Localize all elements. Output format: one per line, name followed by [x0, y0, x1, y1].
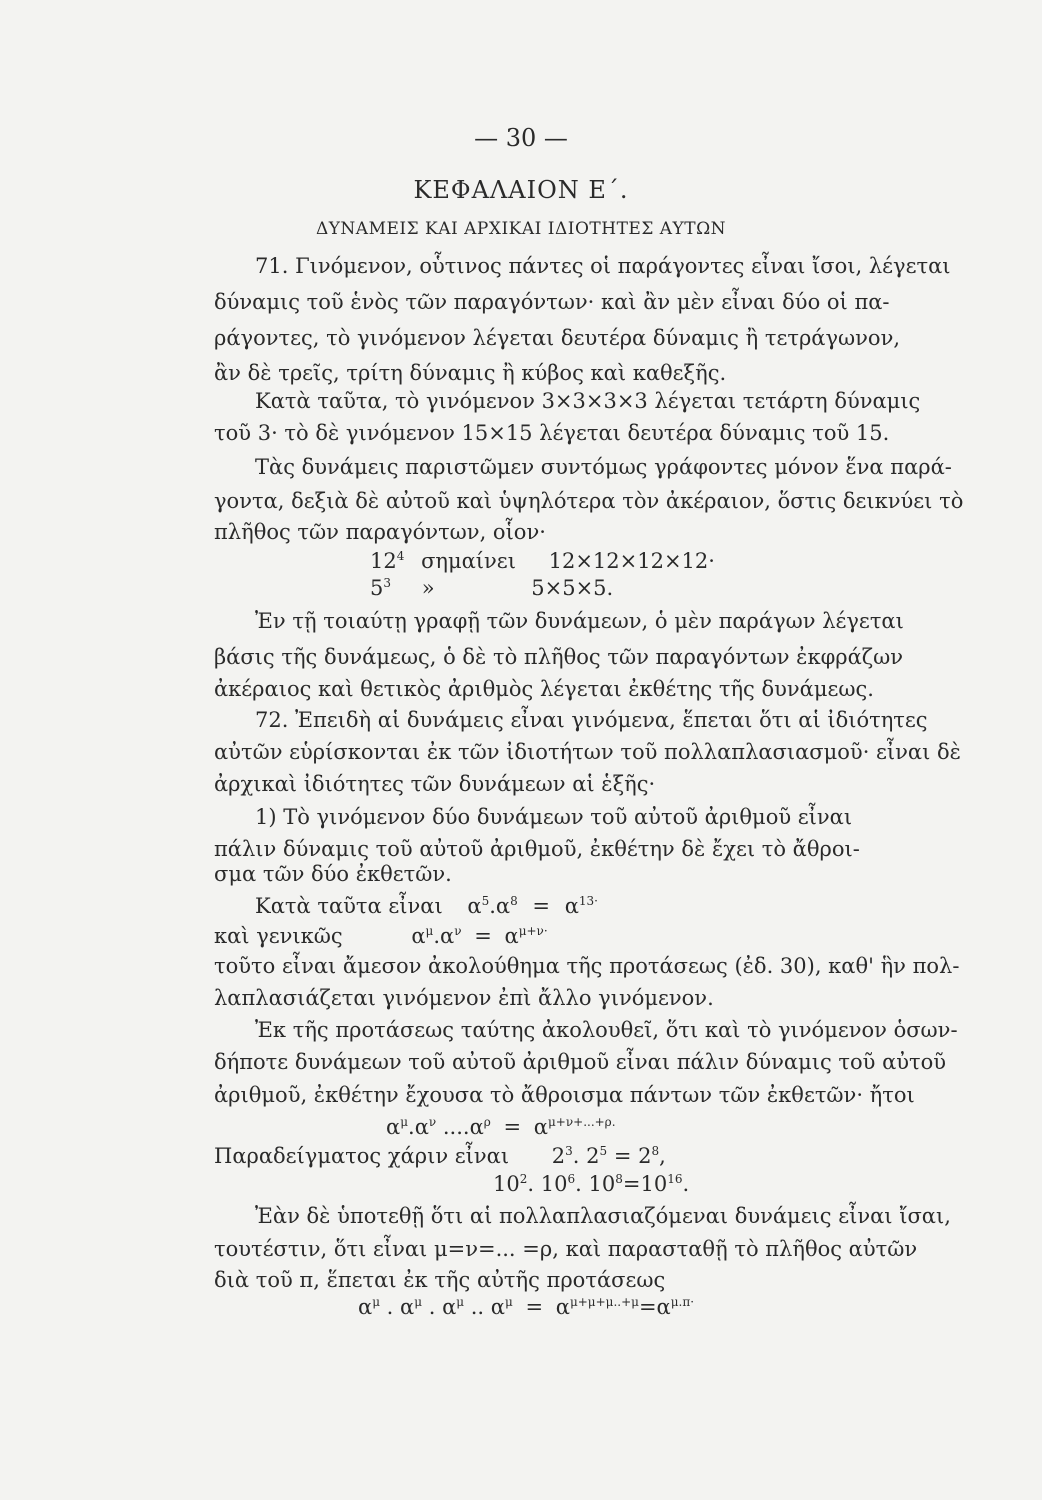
- text-line: ἂν δὲ τρεῖς, τρίτη δύναμις ἢ κύβος καὶ καθεξῆς.: [214, 361, 727, 385]
- text-line: λαπλασιάζεται γινόμενον ἐπὶ ἄλλο γινόμενον.: [214, 986, 714, 1010]
- text-line: τουτέστιν, ὅτι εἶναι μ=ν=... =ρ, καὶ παρασταθῇ τὸ πλῆθος αὐτῶν: [214, 1237, 918, 1261]
- text-line: σμα τῶν δύο ἐκθετῶν.: [214, 862, 452, 886]
- text-line: δύναμις τοῦ ἑνὸς τῶν παραγόντων· καὶ ἂν μὲν εἶναι δύο οἱ πα-: [214, 290, 890, 314]
- text-line: διὰ τοῦ π, ἕπεται ἐκ τῆς αὐτῆς προτάσεως: [214, 1268, 666, 1292]
- text-line: βάσις τῆς δυνάμεως, ὁ δὲ τὸ πλῆθος τῶν παραγόντων ἐκφράζων: [214, 645, 904, 669]
- text-line: 71. Γινόμενον, οὗτινος πάντες οἱ παράγοντες εἶναι ἴσοι, λέγεται: [255, 254, 951, 278]
- text-line: πάλιν δύναμις τοῦ αὐτοῦ ἀριθμοῦ, ἐκθέτην δὲ ἔχει τὸ ἄθροι-: [214, 837, 860, 861]
- formula-line-3: $\alpha^\mu.\alpha^\nu$ $....\alpha^\rho = \alpha^{\mu+\nu+...+\rho.}$: [386, 1115, 616, 1139]
- formula-line-4: Παραδείγματος χάριν εἶναι $2^3$. $2^5 = 2^8$,: [214, 1144, 666, 1168]
- text-line: Ἐκ τῆς προτάσεως ταύτης ἀκολουθεῖ, ὅτι καὶ τὸ γινόμενον ὁσων-: [255, 1018, 958, 1042]
- text-line: Κατὰ ταῦτα, τὸ γινόμενον 3×3×3×3 λέγεται τετάρτη δύναμις: [255, 389, 921, 413]
- text-line: ἀκέραιος καὶ θετικὸς ἀριθμὸς λέγεται ἐκθέτης τῆς δυνάμεως.: [214, 677, 874, 701]
- text-line: ράγοντες, τὸ γινόμενον λέγεται δευτέρα δύναμις ἢ τετράγωνον,: [214, 326, 901, 350]
- text-line: 72. Ἐπειδὴ αἱ δυνάμεις εἶναι γινόμενα, ἕπεται ὅτι αἱ ἰδιότητες: [255, 708, 928, 732]
- chapter-title: ΚΕΦΑΛΑΙΟΝ Ε΄.: [413, 176, 629, 204]
- formula-line-1: Κατὰ ταῦτα εἶναι $\alpha^5.\alpha^8 = \alpha^{13\cdot}$: [255, 894, 598, 918]
- text-line: ἀρχικαὶ ἰδιότητες τῶν δυνάμεων αἱ ἑξῆς·: [214, 772, 656, 796]
- formula-line-6: $\alpha^\mu$ . $\alpha^\mu$ . $\alpha^\mu$ .. $\alpha^\mu = \alpha^{\mu+\mu+\mu..+\mu}=\alpha^{\mu.\pi\cdot}$: [358, 1295, 695, 1319]
- chapter-subtitle: ΔΥΝΑΜΕΙΣ ΚΑΙ ΑΡΧΙΚΑΙ ΙΔΙΟΤΗΤΕΣ ΑΥΤΩΝ: [315, 219, 727, 239]
- text-line: ἀριθμοῦ, ἐκθέτην ἔχουσα τὸ ἄθροισμα πάντων τῶν ἐκθετῶν· ἤτοι: [214, 1083, 915, 1107]
- text-line: δήποτε δυνάμεων τοῦ αὐτοῦ ἀριθμοῦ εἶναι πάλιν δύναμις τοῦ αὐτοῦ: [214, 1050, 947, 1074]
- example-power-1: $12^4$ σημαίνει 12×12×12×12·: [370, 549, 715, 573]
- text-line: Ἐν τῇ τοιαύτῃ γραφῇ τῶν δυνάμεων, ὁ μὲν παράγων λέγεται: [255, 609, 904, 633]
- text-line: Τὰς δυνάμεις παριστῶμεν συντόμως γράφοντες μόνον ἕνα παρά-: [255, 455, 952, 479]
- text-line: Ἐὰν δὲ ὑποτεθῇ ὅτι αἱ πολλαπλασιαζόμεναι δυνάμεις εἶναι ἴσαι,: [255, 1204, 951, 1228]
- text-line: γοντα, δεξιὰ δὲ αὐτοῦ καὶ ὑψηλότερα τὸν ἀκέραιον, ὅστις δεικνύει τὸ: [214, 489, 964, 513]
- text-line: πλῆθος τῶν παραγόντων, οἷον·: [214, 520, 546, 544]
- page-number: — 30 —: [474, 124, 568, 152]
- example-power-2: $5^3$ » 5×5×5.: [370, 576, 614, 600]
- formula-line-5: $10^2$. $10^6$. $10^8=10^{16}$.: [493, 1172, 690, 1196]
- formula-line-2: καὶ γενικῶς $\alpha^\mu.\alpha^\nu = \alpha^{\mu+\nu\cdot}$: [214, 924, 548, 948]
- text-line: αὐτῶν εὑρίσκονται ἐκ τῶν ἰδιοτήτων τοῦ πολλαπλασιασμοῦ· εἶναι δὲ: [214, 740, 961, 764]
- text-line: τοῦ 3· τὸ δὲ γινόμενον 15×15 λέγεται δευτέρα δύναμις τοῦ 15.: [214, 421, 890, 445]
- text-line: 1) Τὸ γινόμενον δύο δυνάμεων τοῦ αὐτοῦ ἀριθμοῦ εἶναι: [255, 805, 853, 829]
- text-line: τοῦτο εἶναι ἄμεσον ἀκολούθημα τῆς προτάσεως (ἐδ. 30), καθ' ἣν πολ-: [214, 954, 960, 978]
